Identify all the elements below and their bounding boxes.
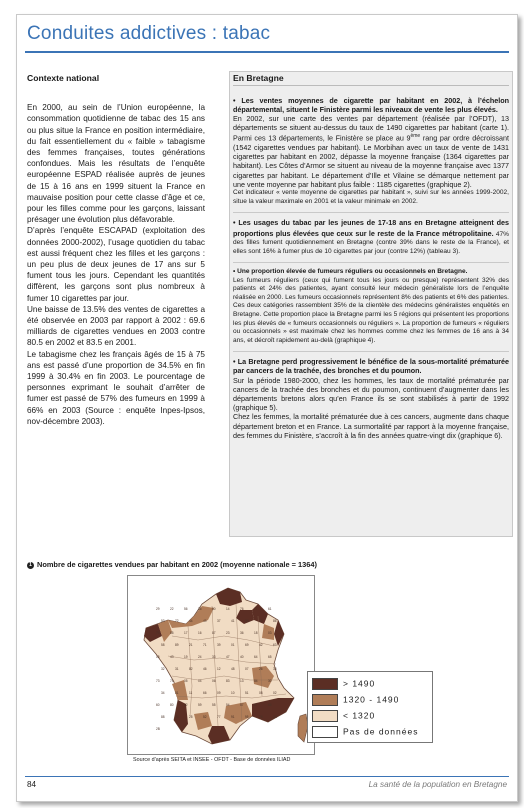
section-youth-title: • Les usages du tabac par les jeunes de 17-18 ans en Bretagne atteignent des proportions plus élevées que ceux sur le reste de la France métropolitaine. (233, 218, 509, 238)
section-smokers (233, 268, 509, 345)
department-number-label: 41 (231, 619, 235, 623)
department-number-label: 25 (189, 715, 193, 719)
department-number-label: 02 (273, 691, 277, 695)
legend-label: < 1320 (343, 710, 376, 721)
left-paragraph-2: D’après l’enquête ESCAPAD (exploitation des données 2000-2002), l’usage quotidien du tabac est aussi fréquent chez les filles et les garçons : un peu plus de deux jeunes de 17 ans sur 5 fument tous les jours. Cependant les quantités diffèrent, les garçons sont plus nombreux à fumer 10 cigarettes par jour. (27, 226, 205, 303)
section-youth-text: 47% des filles fument quotidiennement en Bretagne (contre 39% dans le reste de la France), et elles sont 16% à fumer plus de 10 cigarettes par jour (contre 12%) (tableau 3). (233, 230, 509, 255)
department-number-label: 64 (254, 655, 258, 659)
department-number-label: 40 (240, 655, 244, 659)
department-number-label: 89 (175, 643, 179, 647)
map-title: Nombre de cigarettes vendues par habitant en 2002 (moyenne nationale = 1364) (37, 560, 317, 569)
legend-swatch (312, 726, 338, 738)
department-number-label: 61 (268, 607, 272, 611)
legend-item-low (312, 710, 375, 721)
department-number-label: 43 (170, 655, 174, 659)
section-sales-note: Cet indicateur « vente moyenne de cigarettes par habitant », suivi sur les années 1999-2002, situe la valeur maximale en 2001 et la valeur minimale en 2002. (233, 188, 509, 205)
department-number-label: 42 (259, 643, 263, 647)
map-source: Source d’après SEITA et INSEE - OFDT - Base de données ILIAD (133, 757, 291, 763)
section-smokers-text: Les fumeurs réguliers (ceux qui fument tous les jours ou presque) représentent 32% des patients et 24% des patientes, ayant consulté leur médecin généraliste lors de l’enquête réalisée en 2000. Les fumeurs occasionnels représentent 8% des patients et 6% des patientes. Ces deux catégories rassemblent 35% de la clientèle des médecins généralistes enquêtés en Bretagne. Cette proportion place la Bretagne parmi les 5 régions qui présentent les proportions les plus élevés de « fumeurs occasionnels ou réguliers ». La proportion de fumeurs « réguliers ou occasionnels » est maximale chez les hommes comme chez les femmes de 16 ans à 34 ans, et décroît rapidement au-delà (graphique 4). (233, 276, 509, 344)
legend-label: Pas de données (343, 726, 419, 737)
department-number-label: 57 (240, 703, 244, 707)
department-number-label: 39 (217, 643, 221, 647)
department-number-label: 62 (184, 703, 188, 707)
france-mainland (144, 588, 294, 744)
department-number-label: 83 (226, 679, 230, 683)
legend-swatch (312, 694, 338, 706)
department-number-label: 63 (273, 643, 277, 647)
department-number-label: 09 (217, 691, 221, 695)
department-number-label: 86 (273, 619, 277, 623)
department-number-label: 71 (203, 643, 207, 647)
department-number-label: 53 (161, 619, 165, 623)
department-number-label: 27 (254, 607, 258, 611)
department-number-label: 60 (156, 703, 160, 707)
department-number-label: 47 (226, 655, 230, 659)
department-number-label: 30 (268, 679, 272, 683)
superscript: ème (410, 133, 421, 140)
section-youth (233, 218, 509, 256)
department-number-label: 21 (189, 643, 193, 647)
page-number: 84 (27, 780, 37, 789)
department-number-label: 82 (189, 667, 193, 671)
department-number-label: 15 (156, 655, 160, 659)
department-number-label: 95 (245, 715, 249, 719)
legend-label: > 1490 (343, 678, 376, 689)
left-paragraph-1: En 2000, au sein de l’Union européenne, la consommation quotidienne de tabac des 15 ans ou plus situe la France en position intermédiaire, du fait essentiellement du « faible » tabagisme des femmes françaises, toutes générations confondues. Mais les résultats de l’enquête européenne ESPAD réalisée auprès de jeunes de 15 à 16 ans en 1999 situent la France en mauvaise position pour cette classe d’âge et ce, pour les filles comme pour les garçons, laissant présager une évolution plus défavorable. (27, 103, 205, 225)
page-title: Conduites addictives : tabac (27, 23, 271, 44)
department-number-label: 76 (240, 607, 244, 611)
legend-item-medium (312, 694, 399, 705)
department-number-label: 12 (217, 667, 221, 671)
france-map-svg (128, 576, 314, 754)
page (16, 14, 518, 802)
department-number-label: 34 (161, 691, 165, 695)
divider (233, 262, 509, 263)
section-mortality-text-women: Chez les femmes, la mortalité prématurée due à ces cancers, augmente dans chaque département breton et en France. La surmortalité par rapport à la moyenne française, des femmes du Finistère, s’accroît à la fin des années quatre-vingt dix (graphique 6). (233, 412, 509, 440)
department-number-label: 24 (198, 655, 202, 659)
department-number-label: 45 (259, 619, 263, 623)
department-number-label: 68 (268, 703, 272, 707)
department-number-label: 29 (156, 607, 160, 611)
left-paragraph-4: Le tabagisme chez les français âgés de 15 à 75 ans est passé d’une proportion de 34.5% en fin 1999 à 30.4% en fin 2003. Le pourcentage de personnes exprimant le souhait d’arrêter de fumer est passé de 57% des fumeurs en 1999 à 66% en 2003 (Source : enquête Inpes-Ipsos, nov-décembre 2003). (27, 349, 205, 426)
department-number-label: 36 (240, 631, 244, 635)
section-mortality-text-men: Sur la période 1980-2000, chez les hommes, les taux de mortalité prématurée par cancers de la trachée des bronches et du poumon, continuent d’augmenter dans les départements bretons alors qu’en France ils se sont stabilisés à partir de 1992 (graphique 5). (233, 375, 509, 413)
divider (233, 351, 509, 352)
department-number-label: 54 (226, 703, 230, 707)
department-number-label: 50 (212, 607, 216, 611)
footer-title: La santé de la population en Bretagne (368, 780, 507, 789)
department-number-label: 56 (184, 607, 188, 611)
legend-label: 1320 - 1490 (343, 694, 400, 705)
department-number-label: 48 (231, 667, 235, 671)
department-number-label: 33 (212, 655, 216, 659)
department-number-label: 77 (217, 715, 221, 719)
footer-rule (25, 776, 509, 777)
left-paragraph-3: Une baisse de 13.5% des ventes de cigarettes a été observée en 2003 par rapport à 2002 : 69.6 milliards de cigarettes vendues en 2003 contre 80.5 en 2002 et 83.5 en 2001. (27, 304, 205, 348)
department-number-label: 58 (161, 643, 165, 647)
department-number-label: 46 (203, 667, 207, 671)
department-number-label: 80 (170, 703, 174, 707)
department-number-label: 81 (175, 691, 179, 695)
department-number-label: 88 (161, 715, 165, 719)
france-map (127, 575, 315, 755)
department-number-label: 66 (203, 691, 207, 695)
department-number-label: 72 (175, 619, 179, 623)
department-number-label: 07 (245, 667, 249, 671)
department-number-label: 22 (170, 607, 174, 611)
department-number-label: 16 (198, 631, 202, 635)
department-number-label: 38 (273, 667, 277, 671)
left-column (27, 73, 205, 427)
department-number-label: 19 (184, 655, 188, 659)
region-north (216, 588, 242, 606)
department-number-label: 14 (226, 607, 230, 611)
legend-item-high (312, 678, 375, 689)
department-number-label: 73 (156, 679, 160, 683)
department-number-label: 52 (203, 715, 207, 719)
department-number-label: 74 (170, 679, 174, 683)
department-number-label: 23 (226, 631, 230, 635)
department-number-label: 05 (184, 679, 188, 683)
department-number-label: 2B (156, 727, 160, 731)
department-number-label: 35 (198, 607, 202, 611)
department-number-label: 69 (245, 643, 249, 647)
department-number-label: 04 (198, 679, 202, 683)
department-number-label: 28 (245, 619, 249, 623)
department-number-label: 79 (156, 631, 160, 635)
department-number-label: 06 (212, 679, 216, 683)
department-number-label: 87 (212, 631, 216, 635)
section-mortality-title: • La Bretagne perd progressivement le bénéfice de la sous-mortalité prématurée par cancers de la trachée, des bronches et du poumon. (233, 357, 509, 376)
left-heading: Contexte national (27, 73, 100, 83)
map-legend (307, 671, 433, 743)
section-sales-text: En 2002, sur une carte des ventes par département (réalisée par l’OFDT), 13 départements se situent au-dessus du taux de 1490 cigarettes par habitant (carte 1). Parmi ces 13 départements, le Finistère se place au 9ème rang par ordre décroissant (1542 cigarettes vendues par habitant). Le Morbihan avec un taux de vente de 1431 cigarettes par habitant en 2002, dépasse la moyenne française (1364 cigarettes par habitant). Les Côtes d’Armor se situent au niveau de la moyenne française avec 1377 cigarettes par habitant. Le département d’Ille et Vilaine se démarque nettement par une vente moyenne par habitant plus faible : 1185 cigarettes (graphique 2). (233, 113, 509, 189)
department-number-label: 31 (175, 667, 179, 671)
department-number-label: 67 (254, 703, 258, 707)
department-number-label: 18 (254, 631, 258, 635)
section-smokers-title: • Une proportion élevée de fumeurs réguliers ou occasionnels en Bretagne. (233, 268, 468, 276)
department-number-label: 78 (259, 715, 263, 719)
divider (233, 212, 509, 213)
department-number-label: 51 (245, 691, 249, 695)
department-number-label: 10 (231, 691, 235, 695)
department-number-label: 13 (240, 679, 244, 683)
department-number-label: 11 (189, 691, 193, 695)
department-number-label: 44 (189, 619, 193, 623)
department-number-label: 55 (212, 703, 216, 707)
section-mortality (233, 357, 509, 440)
department-number-label: 49 (203, 619, 207, 623)
section-sales (233, 96, 509, 207)
right-column (233, 74, 509, 446)
department-number-label: 08 (259, 691, 263, 695)
right-heading: En Bretagne (233, 74, 509, 86)
department-number-label: 2A (273, 715, 277, 719)
section-sales-title: • Les ventes moyennes de cigarette par habitant en 2002, à l’échelon départemental, situent le Finistère parmi les niveaux de vente les plus élevés. (233, 95, 509, 114)
legend-swatch (312, 710, 338, 722)
legend-item-nodata (312, 726, 418, 737)
department-number-label: 32 (161, 667, 165, 671)
department-number-label: 37 (217, 619, 221, 623)
department-number-label: 03 (268, 631, 272, 635)
department-number-label: 65 (268, 655, 272, 659)
department-number-label: 26 (259, 667, 263, 671)
department-number-label: 84 (254, 679, 258, 683)
department-number-label: 70 (175, 715, 179, 719)
map-number-badge: 1 (27, 562, 34, 569)
department-number-label: 17 (184, 631, 188, 635)
department-number-label: 85 (170, 631, 174, 635)
department-number-label: 59 (198, 703, 202, 707)
department-number-label: 91 (231, 715, 235, 719)
title-rule (25, 51, 509, 53)
legend-swatch (312, 678, 338, 690)
map-heading (27, 560, 317, 569)
department-number-label: 01 (231, 643, 235, 647)
